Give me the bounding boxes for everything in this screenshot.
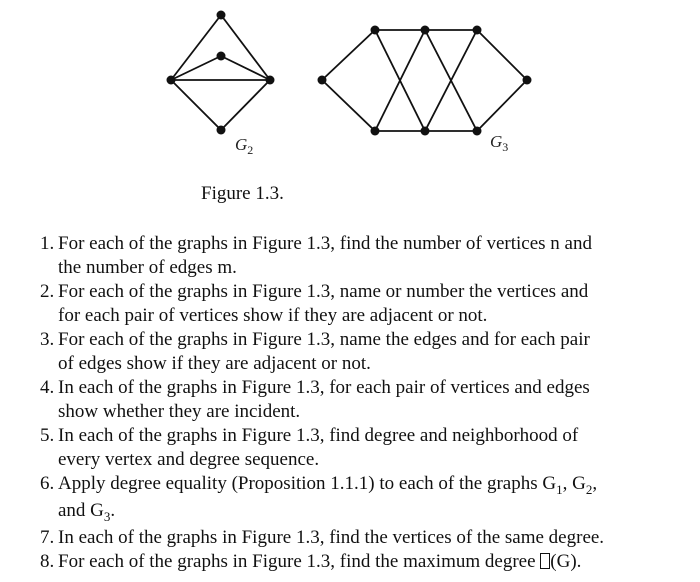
exercise-text: In each of the graphs in Figure 1.3, find degree and neighborhood of bbox=[58, 425, 579, 446]
g3-vertex bbox=[523, 76, 532, 85]
exercise-text: In each of the graphs in Figure 1.3, for each pair of vertices and edges bbox=[58, 377, 590, 398]
exercise-number: 6. bbox=[40, 473, 55, 494]
g2-vertex bbox=[167, 76, 176, 85]
exercise-text: of edges show if they are adjacent or not. bbox=[58, 353, 371, 374]
exercise-number: 8. bbox=[40, 551, 55, 572]
g2-edge bbox=[171, 56, 221, 80]
exercise-number: 5. bbox=[40, 425, 55, 446]
g2-vertex bbox=[266, 76, 275, 85]
exercise-item bbox=[40, 280, 670, 328]
g2-edge bbox=[221, 15, 270, 80]
exercise-number: 4. bbox=[40, 377, 55, 398]
exercise-item bbox=[40, 424, 670, 472]
g2-vertex bbox=[217, 126, 226, 135]
exercise-text: For each of the graphs in Figure 1.3, name the edges and for each pair bbox=[58, 329, 590, 350]
g3-vertex bbox=[473, 26, 482, 35]
g3-vertex bbox=[421, 26, 430, 35]
exercise-text: the number of edges m. bbox=[58, 257, 237, 278]
graph-g2 bbox=[171, 15, 270, 130]
missing-glyph-symbol bbox=[540, 553, 550, 569]
exercise-item bbox=[40, 328, 670, 376]
exercise-number: 1. bbox=[40, 233, 55, 254]
g3-vertex bbox=[421, 127, 430, 136]
g3-edge bbox=[477, 30, 527, 80]
exercise-item bbox=[40, 232, 670, 280]
g2-edge bbox=[171, 15, 221, 80]
exercise-text: In each of the graphs in Figure 1.3, find the vertices of the same degree. bbox=[58, 527, 605, 548]
g3-label: $G_3$ bbox=[490, 132, 509, 154]
g3-vertex bbox=[371, 26, 380, 35]
g3-vertex bbox=[371, 127, 380, 136]
exercise-list bbox=[40, 232, 670, 574]
exercise-item bbox=[40, 472, 670, 526]
exercise-text: show whether they are incident. bbox=[58, 401, 301, 422]
g3-edge bbox=[477, 80, 527, 131]
exercise-number: 3. bbox=[40, 329, 55, 350]
exercise-item bbox=[40, 526, 670, 550]
exercise-number: 7. bbox=[40, 527, 55, 548]
g3-vertex bbox=[318, 76, 327, 85]
exercise-text: For each of the graphs in Figure 1.3, find the number of vertices n and bbox=[58, 233, 592, 254]
exercise-text: and $G_3$. bbox=[58, 500, 116, 524]
g2-edge bbox=[221, 56, 270, 80]
g3-edge bbox=[322, 80, 375, 131]
graph-g3 bbox=[322, 30, 527, 131]
exercise-text: For each of the graphs in Figure 1.3, name or number the vertices and bbox=[58, 281, 589, 302]
exercise-item bbox=[40, 376, 670, 424]
g3-vertex bbox=[473, 127, 482, 136]
figure-caption: Figure 1.3. bbox=[201, 183, 284, 204]
g2-edge bbox=[171, 80, 221, 130]
exercise-text: For each of the graphs in Figure 1.3, find the maximum degree (G). bbox=[58, 551, 582, 572]
g2-vertex bbox=[217, 52, 226, 61]
g2-label: $G_2$ bbox=[235, 135, 254, 157]
exercise-number: 2. bbox=[40, 281, 55, 302]
g2-vertex bbox=[217, 11, 226, 20]
figure-1-3 bbox=[0, 0, 700, 170]
exercise-item bbox=[40, 550, 670, 574]
g2-edge bbox=[221, 80, 270, 130]
exercise-text: Apply degree equality (Proposition 1.1.1) to each of the graphs $G_1$, $G_2$, bbox=[58, 473, 598, 497]
graph-g3-vertices bbox=[318, 26, 532, 136]
g3-edge bbox=[322, 30, 375, 80]
exercise-text: for each pair of vertices show if they are adjacent or not. bbox=[58, 305, 488, 326]
exercise-text: every vertex and degree sequence. bbox=[58, 449, 320, 470]
graph-g2-vertices bbox=[167, 11, 275, 135]
